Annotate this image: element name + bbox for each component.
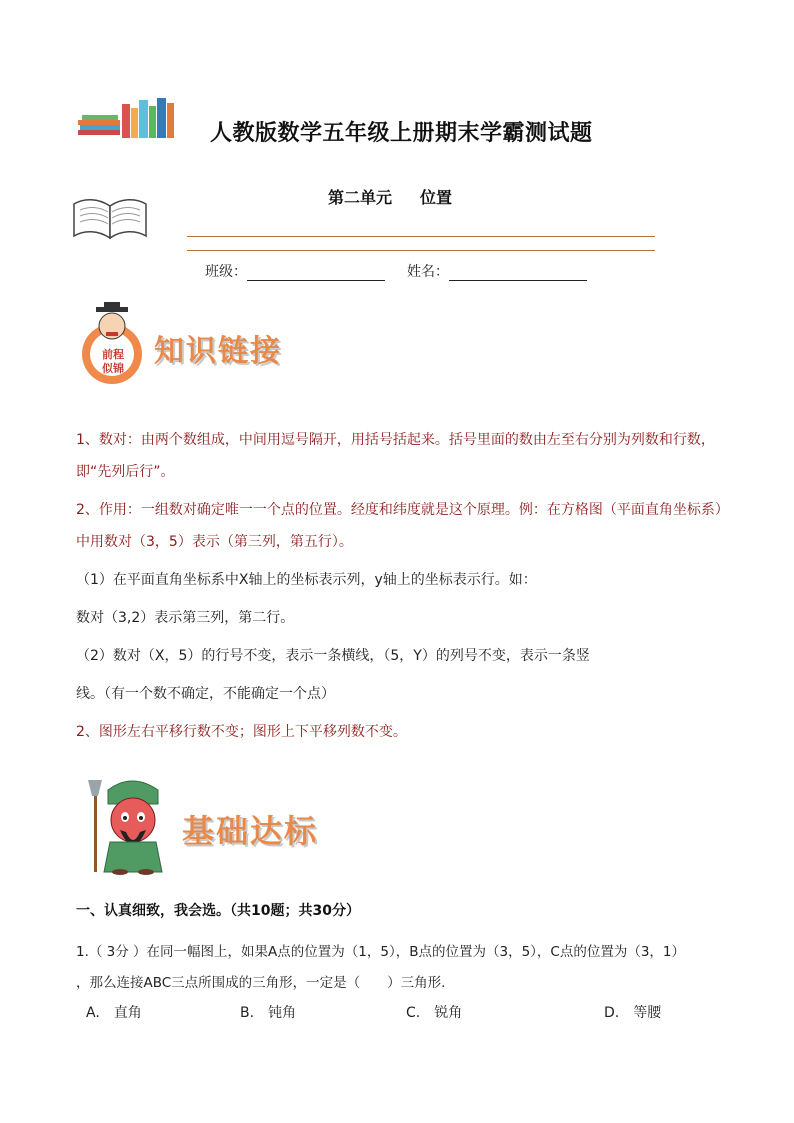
open-book-icon bbox=[70, 192, 150, 244]
name-field bbox=[407, 261, 587, 281]
knowledge-line: 中用数对（3，5）表示（第三列，第五行）。 bbox=[76, 534, 353, 550]
page-title: 人教版数学五年级上册期末学霸测试题 bbox=[210, 121, 593, 146]
badge-line1: 前程 bbox=[102, 348, 124, 361]
class-label: 班级： bbox=[205, 264, 247, 280]
header-rule-bottom bbox=[187, 250, 655, 251]
knowledge-line: 即“先列后行”。 bbox=[76, 464, 175, 480]
class-field bbox=[205, 261, 385, 281]
warrior-mascot-icon bbox=[80, 770, 180, 876]
header-rule-top bbox=[187, 236, 655, 237]
knowledge-line: 线。（有一个数不确定，不能确定一个点） bbox=[76, 686, 335, 702]
name-blank[interactable] bbox=[449, 266, 587, 281]
basic-banner bbox=[80, 770, 380, 880]
option-b[interactable]: B. 钝角 bbox=[240, 1005, 297, 1021]
knowledge-line: 2、图形左右平移行数不变；图形上下平移列数不变。 bbox=[76, 724, 407, 740]
option-d[interactable]: D. 等腰 bbox=[604, 1005, 662, 1021]
badge-line2: 似锦 bbox=[102, 362, 124, 375]
option-c[interactable]: C. 锐角 bbox=[406, 1005, 463, 1021]
question-1-line-1: 1.（ 3分 ）在同一幅图上，如果A点的位置为（1，5），B点的位置为（3，5），C点的位置为（3，1） bbox=[76, 944, 686, 960]
class-blank[interactable] bbox=[247, 266, 385, 281]
option-a[interactable]: A. 直角 bbox=[86, 1005, 142, 1021]
unit-topic: 位置 bbox=[420, 188, 453, 207]
section-heading: 一、认真细致，我会选。（共10题；共30分） bbox=[76, 903, 360, 919]
unit-label: 第二单元 bbox=[328, 188, 393, 207]
knowledge-line: 数对（3,2）表示第三列，第二行。 bbox=[76, 610, 295, 626]
knowledge-banner-title: 知识链接 bbox=[154, 334, 282, 369]
question-1-line-2: ，那么连接ABC三点所围成的三角形，一定是（ ）三角形. bbox=[76, 975, 446, 991]
knowledge-line: （2）数对（X，5）的行号不变，表示一条横线，（5，Y）的列号不变，表示一条竖 bbox=[76, 648, 590, 664]
knowledge-line: （1）在平面直角坐标系中X轴上的坐标表示列，y轴上的坐标表示行。如： bbox=[76, 572, 537, 588]
unit-heading bbox=[328, 185, 452, 208]
books-icon bbox=[76, 94, 176, 142]
knowledge-line: 2、作用：一组数对确定唯一一个点的位置。经度和纬度就是这个原理。例：在方格图（平面直角坐标系） bbox=[76, 502, 729, 518]
basic-banner-title: 基础达标 bbox=[182, 812, 319, 850]
knowledge-content bbox=[76, 424, 729, 748]
knowledge-banner bbox=[74, 298, 324, 388]
knowledge-line: 1、数对：由两个数组成，中间用逗号隔开，用括号括起来。括号里面的数由左至右分别为列数和行数， bbox=[76, 432, 715, 448]
name-label: 姓名： bbox=[407, 264, 449, 280]
